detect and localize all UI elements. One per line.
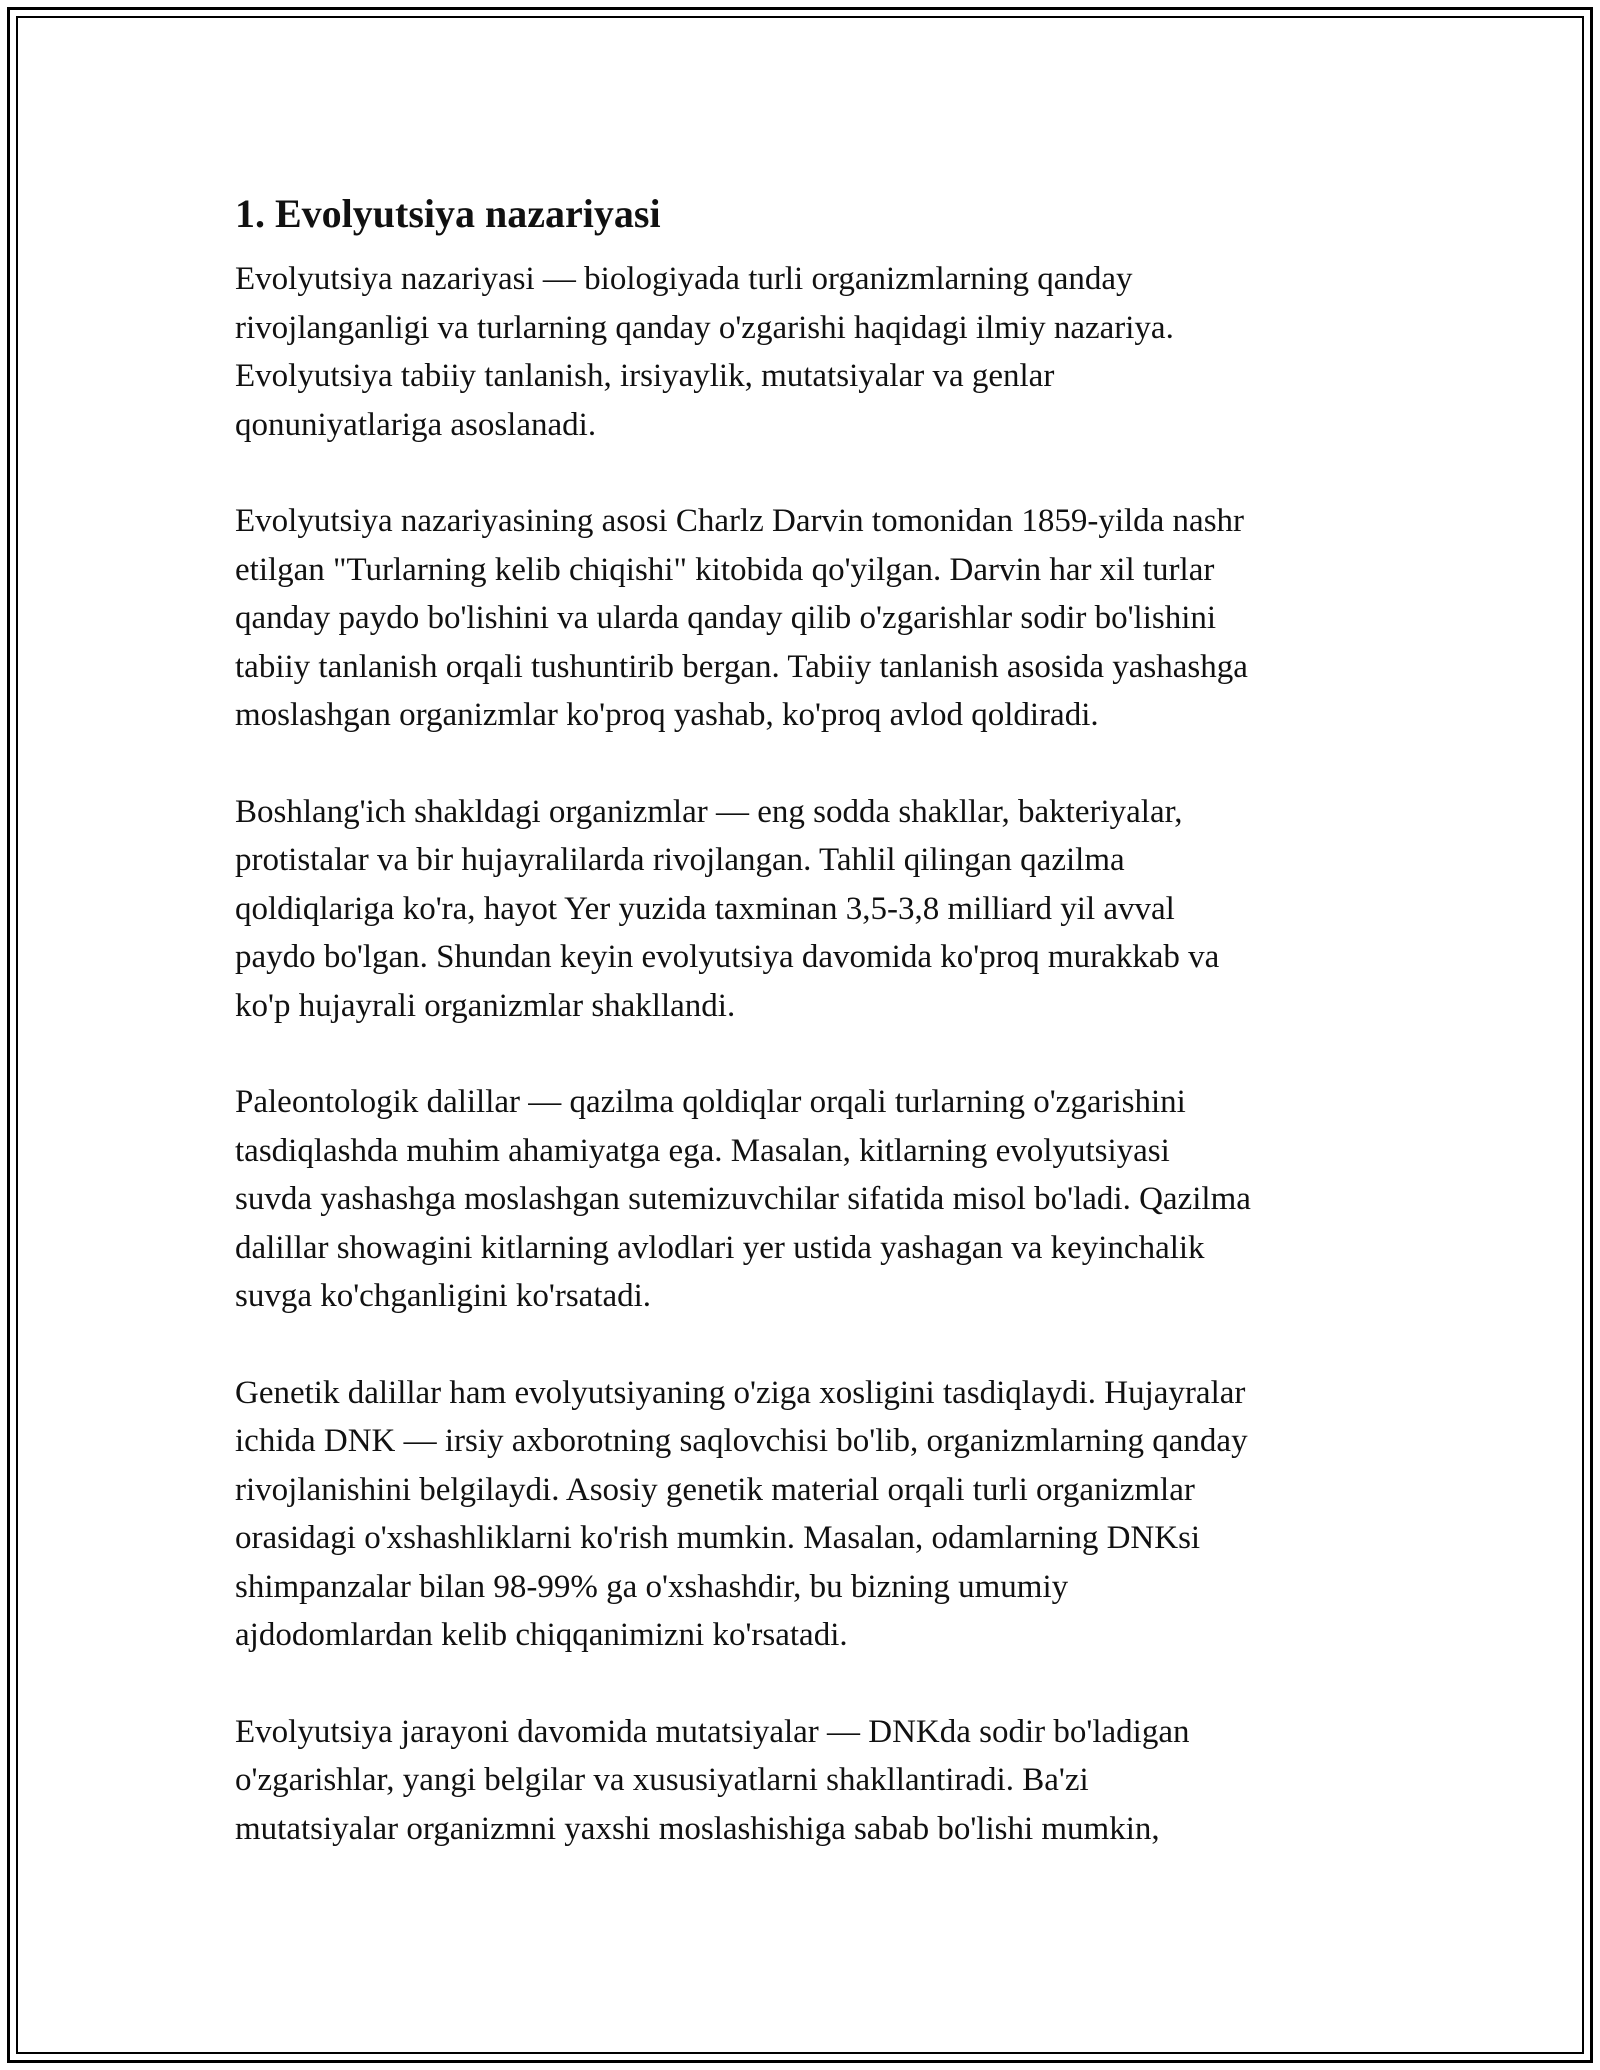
paragraph-line: o'zgarishlar, yangi belgilar va xususiyatlarni shakllantiradi. Ba'zi (235, 1762, 1089, 1798)
paragraph-line: ichida DNK — irsiy axborotning saqlovchisi bo'lib, organizmlarning qanday (235, 1423, 1248, 1459)
paragraph-line: shimpanzalar bilan 98-99% ga o'xshashdir, bu bizning umumiy (235, 1568, 1069, 1605)
paragraph-container (235, 255, 1375, 1853)
document-body (235, 185, 1375, 1853)
paragraph-line: mutatsiyalar organizmni yaxshi moslashishiga sabab bo'lishi mumkin, (235, 1810, 1160, 1847)
paragraph-line: Evolyutsiya nazariyasining asosi Charlz Darvin tomonidan 1859-yilda nashr (235, 503, 1245, 539)
paragraph-line: Evolyutsiya nazariyasi — biologiyada turli organizmlarning qanday (235, 261, 1133, 297)
paragraph-line: Evolyutsiya jarayoni davomida mutatsiyalar — DNKda sodir bo'ladigan (235, 1713, 1190, 1750)
paragraph-line: ko'p hujayrali organizmlar shakllandi. (235, 987, 736, 1024)
paragraph-line: paydo bo'lgan. Shundan keyin evolyutsiya davomida ko'proq murakkab va (235, 939, 1220, 975)
paragraph-line: Genetik dalillar ham evolyutsiyaning o'ziga xosligini tasdiqlaydi. Hujayralar (235, 1374, 1246, 1411)
paragraph-line: rivojlanganligi va turlarning qanday o'zgarishi haqidagi ilmiy nazariya. (235, 309, 1174, 346)
paragraph-line: orasidagi o'xshashliklarni ko'rish mumkin. Masalan, odamlarning DNKsi (235, 1520, 1201, 1556)
paragraph-line: dalillar showagini kitlarning avlodlari yer ustida yashagan va keyinchalik (235, 1229, 1205, 1266)
paragraph-line: Boshlang'ich shakldagi organizmlar — eng sodda shakllar, bakteriyalar, (235, 793, 1183, 830)
paragraph (235, 255, 1375, 449)
paragraph-line: qoldiqlariga ko'ra, hayot Yer yuzida taxminan 3,5-3,8 milliard yil avval (235, 890, 1175, 927)
paragraph (235, 788, 1375, 1031)
paragraph-line: qonuniyatlariga asoslanadi. (235, 406, 597, 443)
paragraph-line: tabiiy tanlanish orqali tushuntirib bergan. Tabiiy tanlanish asosida yashashga (235, 648, 1248, 685)
paragraph-line: suvda yashashga moslashgan sutemizuvchilar sifatida misol bo'ladi. Qazilma (235, 1181, 1251, 1217)
paragraph-line: protistalar va bir hujayralilarda rivojlangan. Tahlil qilingan qazilma (235, 842, 1125, 878)
paragraph-line: Paleontologik dalillar — qazilma qoldiqlar orqali turlarning o'zgarishini (235, 1084, 1186, 1120)
paragraph-line: tasdiqlashda muhim ahamiyatga ega. Masalan, kitlarning evolyutsiyasi (235, 1132, 1170, 1169)
paragraph (235, 1078, 1375, 1321)
paragraph-line: qanday paydo bo'lishini va ularda qanday qilib o'zgarishlar sodir bo'lishini (235, 600, 1217, 636)
paragraph-line: Evolyutsiya tabiiy tanlanish, irsiyaylik, mutatsiyalar va genlar (235, 358, 1055, 394)
paragraph-line: rivojlanishini belgilaydi. Asosiy genetik material orqali turli organizmlar (235, 1471, 1195, 1508)
section-title: 1. Evolyutsiya nazariyasi (235, 191, 661, 236)
paragraph-line: ajdodomlardan kelib chiqqanimizni ko'rsatadi. (235, 1617, 848, 1653)
paragraph-line: etilgan "Turlarning kelib chiqishi" kitobida qo'yilgan. Darvin har xil turlar (235, 551, 1215, 588)
paragraph (235, 1708, 1375, 1854)
paragraph (235, 497, 1375, 740)
paragraph-line: moslashgan organizmlar ko'proq yashab, ko'proq avlod qoldiradi. (235, 697, 1099, 733)
paragraph (235, 1369, 1375, 1660)
paragraph-line: suvga ko'chganligini ko'rsatadi. (235, 1278, 652, 1314)
